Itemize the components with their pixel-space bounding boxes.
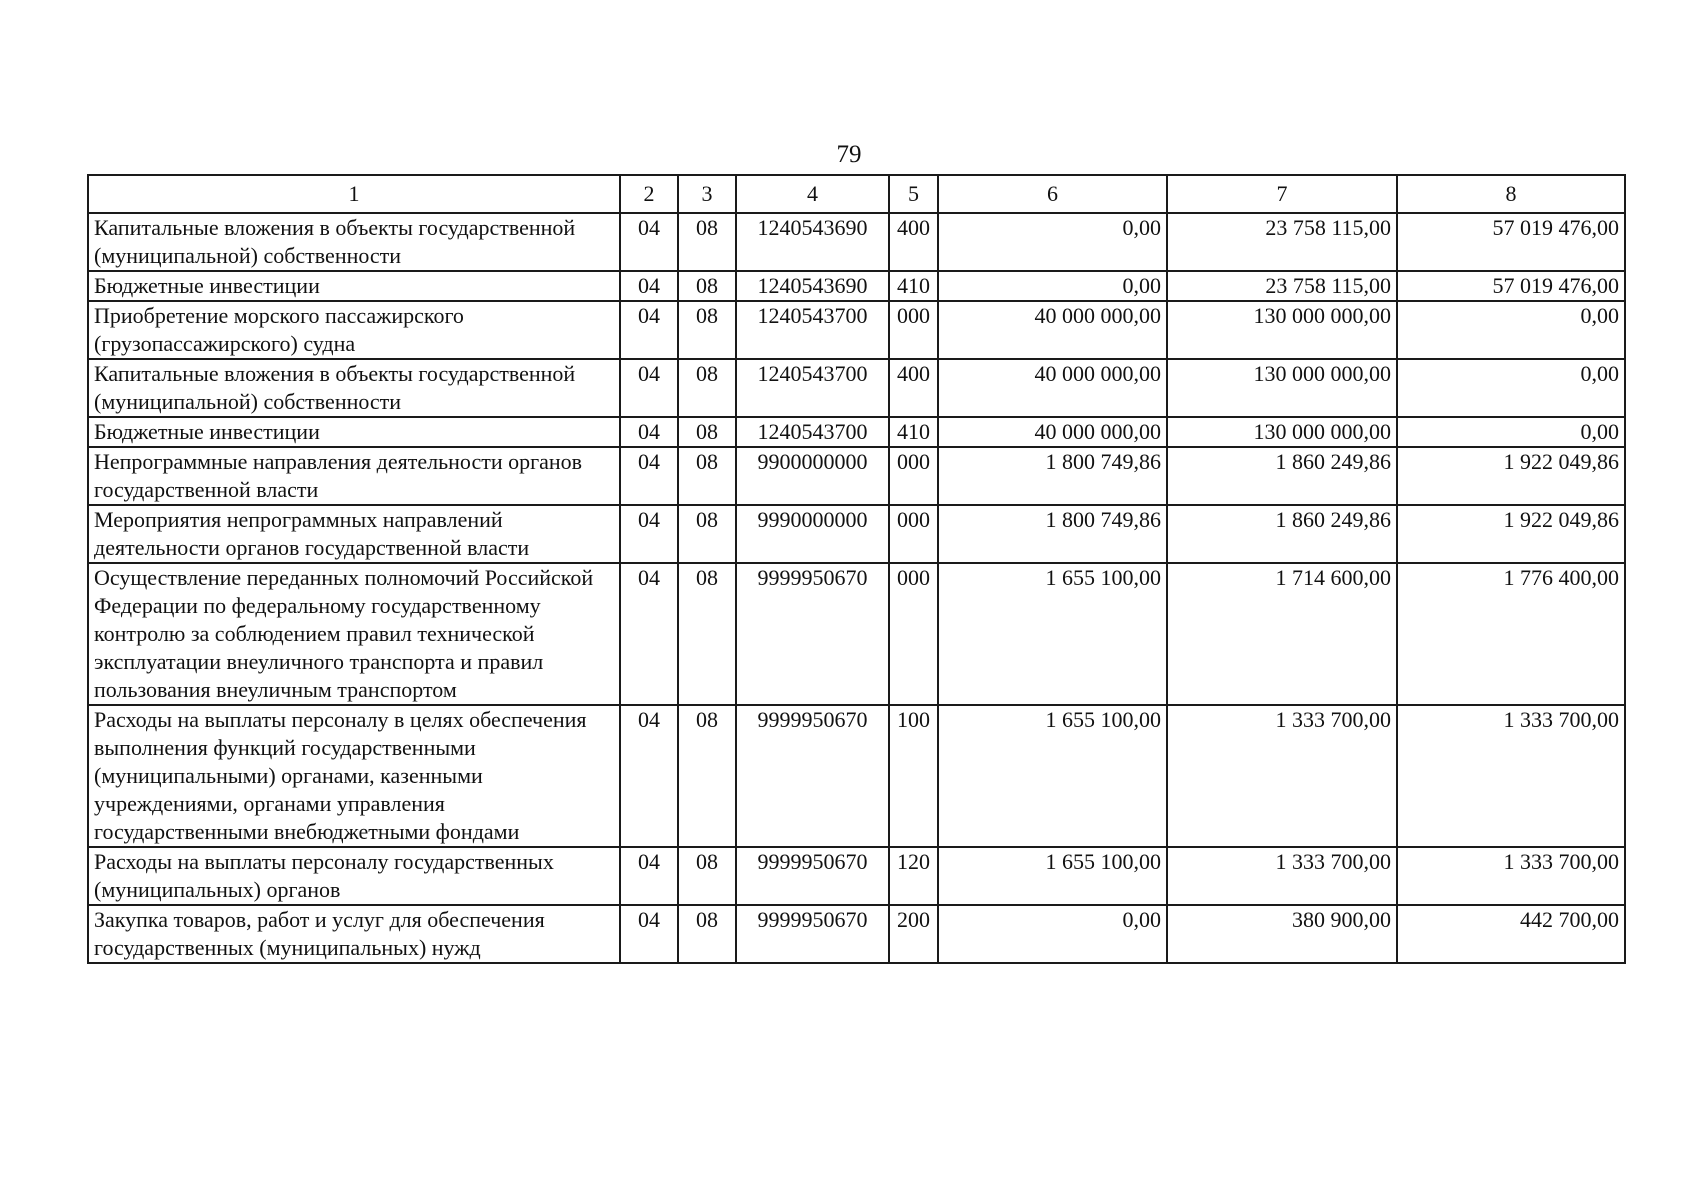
amount-col-6: 1 800 749,86 xyxy=(938,505,1167,563)
amount-col-7: 23 758 115,00 xyxy=(1167,271,1397,301)
target-article-code: 9999950670 xyxy=(736,563,889,705)
expense-type-code: 000 xyxy=(889,301,938,359)
amount-col-6: 1 800 749,86 xyxy=(938,447,1167,505)
amount-col-7: 1 860 249,86 xyxy=(1167,447,1397,505)
table-row xyxy=(88,417,1625,447)
expense-name: Бюджетные инвестиции xyxy=(88,271,620,301)
amount-col-6: 0,00 xyxy=(938,213,1167,271)
target-article-code: 9999950670 xyxy=(736,905,889,963)
amount-col-7: 1 333 700,00 xyxy=(1167,705,1397,847)
column-header-2: 2 xyxy=(620,175,678,213)
target-article-code: 1240543700 xyxy=(736,301,889,359)
subsection-code: 08 xyxy=(678,563,736,705)
expense-type-code: 100 xyxy=(889,705,938,847)
target-article-code: 9999950670 xyxy=(736,847,889,905)
expense-type-code: 410 xyxy=(889,271,938,301)
page-number: 79 xyxy=(836,141,862,168)
expense-type-code: 000 xyxy=(889,447,938,505)
expense-type-code: 200 xyxy=(889,905,938,963)
target-article-code: 1240543700 xyxy=(736,417,889,447)
amount-col-7: 1 860 249,86 xyxy=(1167,505,1397,563)
section-code: 04 xyxy=(620,447,678,505)
expense-name: Закупка товаров, работ и услуг для обеспечения государственных (муниципальных) нужд xyxy=(88,905,620,963)
expense-name: Непрограммные направления деятельности органов государственной власти xyxy=(88,447,620,505)
expense-type-code: 000 xyxy=(889,505,938,563)
amount-col-6: 40 000 000,00 xyxy=(938,359,1167,417)
subsection-code: 08 xyxy=(678,705,736,847)
table-row xyxy=(88,905,1625,963)
section-code: 04 xyxy=(620,359,678,417)
amount-col-6: 0,00 xyxy=(938,905,1167,963)
amount-col-8: 1 333 700,00 xyxy=(1397,847,1625,905)
expense-name: Капитальные вложения в объекты государственной (муниципальной) собственности xyxy=(88,359,620,417)
expense-type-code: 120 xyxy=(889,847,938,905)
target-article-code: 1240543700 xyxy=(736,359,889,417)
table-row xyxy=(88,271,1625,301)
amount-col-8: 57 019 476,00 xyxy=(1397,213,1625,271)
subsection-code: 08 xyxy=(678,271,736,301)
amount-col-7: 1 714 600,00 xyxy=(1167,563,1397,705)
section-code: 04 xyxy=(620,271,678,301)
amount-col-8: 442 700,00 xyxy=(1397,905,1625,963)
amount-col-7: 380 900,00 xyxy=(1167,905,1397,963)
amount-col-7: 130 000 000,00 xyxy=(1167,359,1397,417)
section-code: 04 xyxy=(620,417,678,447)
expense-name: Приобретение морского пассажирского (грузопассажирского) судна xyxy=(88,301,620,359)
expense-name: Капитальные вложения в объекты государственной (муниципальной) собственности xyxy=(88,213,620,271)
amount-col-6: 40 000 000,00 xyxy=(938,417,1167,447)
column-header-7: 7 xyxy=(1167,175,1397,213)
section-code: 04 xyxy=(620,905,678,963)
section-code: 04 xyxy=(620,213,678,271)
target-article-code: 9999950670 xyxy=(736,705,889,847)
table-row xyxy=(88,563,1625,705)
target-article-code: 1240543690 xyxy=(736,271,889,301)
table-row xyxy=(88,359,1625,417)
section-code: 04 xyxy=(620,505,678,563)
section-code: 04 xyxy=(620,301,678,359)
subsection-code: 08 xyxy=(678,213,736,271)
amount-col-6: 1 655 100,00 xyxy=(938,847,1167,905)
column-header-1: 1 xyxy=(88,175,620,213)
column-header-6: 6 xyxy=(938,175,1167,213)
amount-col-8: 1 333 700,00 xyxy=(1397,705,1625,847)
expense-name: Мероприятия непрограммных направлений деятельности органов государственной власти xyxy=(88,505,620,563)
table-row xyxy=(88,505,1625,563)
amount-col-6: 0,00 xyxy=(938,271,1167,301)
section-code: 04 xyxy=(620,705,678,847)
expense-type-code: 400 xyxy=(889,213,938,271)
subsection-code: 08 xyxy=(678,847,736,905)
subsection-code: 08 xyxy=(678,417,736,447)
expense-name: Осуществление переданных полномочий Российской Федерации по федеральному государственному контролю за соблюдением правил технической эксплуатации внеуличного транспорта и правил пользования внеуличным транспортом xyxy=(88,563,620,705)
amount-col-8: 0,00 xyxy=(1397,417,1625,447)
column-header-8: 8 xyxy=(1397,175,1625,213)
table-row xyxy=(88,301,1625,359)
amount-col-7: 23 758 115,00 xyxy=(1167,213,1397,271)
amount-col-8: 0,00 xyxy=(1397,301,1625,359)
amount-col-6: 1 655 100,00 xyxy=(938,563,1167,705)
subsection-code: 08 xyxy=(678,447,736,505)
expense-type-code: 410 xyxy=(889,417,938,447)
budget-table xyxy=(87,174,1626,964)
section-code: 04 xyxy=(620,847,678,905)
subsection-code: 08 xyxy=(678,301,736,359)
table-row xyxy=(88,447,1625,505)
expense-name: Бюджетные инвестиции xyxy=(88,417,620,447)
section-code: 04 xyxy=(620,563,678,705)
subsection-code: 08 xyxy=(678,359,736,417)
table-row xyxy=(88,213,1625,271)
amount-col-7: 130 000 000,00 xyxy=(1167,301,1397,359)
table-row xyxy=(88,847,1625,905)
expense-type-code: 000 xyxy=(889,563,938,705)
target-article-code: 1240543690 xyxy=(736,213,889,271)
expense-name: Расходы на выплаты персоналу в целях обеспечения выполнения функций государственными (муниципальными) органами, казенными учреждениями, органами управления государственными внебюджетными фондами xyxy=(88,705,620,847)
column-header-5: 5 xyxy=(889,175,938,213)
amount-col-6: 40 000 000,00 xyxy=(938,301,1167,359)
amount-col-8: 57 019 476,00 xyxy=(1397,271,1625,301)
column-header-3: 3 xyxy=(678,175,736,213)
amount-col-6: 1 655 100,00 xyxy=(938,705,1167,847)
table-row xyxy=(88,705,1625,847)
target-article-code: 9990000000 xyxy=(736,505,889,563)
amount-col-8: 0,00 xyxy=(1397,359,1625,417)
amount-col-7: 130 000 000,00 xyxy=(1167,417,1397,447)
expense-name: Расходы на выплаты персоналу государственных (муниципальных) органов xyxy=(88,847,620,905)
amount-col-8: 1 922 049,86 xyxy=(1397,505,1625,563)
expense-type-code: 400 xyxy=(889,359,938,417)
target-article-code: 9900000000 xyxy=(736,447,889,505)
amount-col-8: 1 922 049,86 xyxy=(1397,447,1625,505)
column-header-4: 4 xyxy=(736,175,889,213)
amount-col-8: 1 776 400,00 xyxy=(1397,563,1625,705)
amount-col-7: 1 333 700,00 xyxy=(1167,847,1397,905)
subsection-code: 08 xyxy=(678,905,736,963)
subsection-code: 08 xyxy=(678,505,736,563)
header-row xyxy=(88,175,1625,213)
